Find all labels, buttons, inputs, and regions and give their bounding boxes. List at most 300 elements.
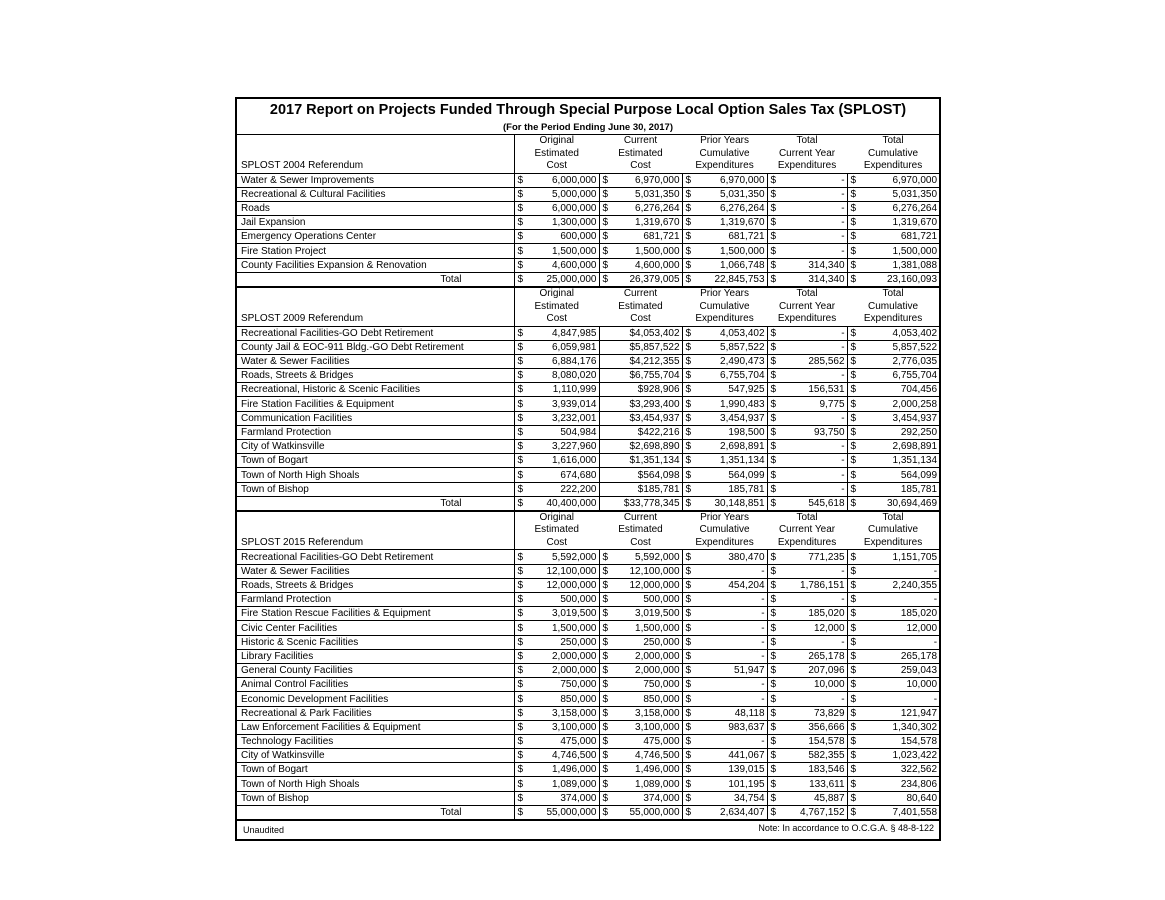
- amount-cell: 6,970,000: [697, 173, 767, 187]
- dollar-sign: $: [682, 201, 697, 215]
- dollar-sign: $: [767, 230, 782, 244]
- dollar-sign: $: [599, 621, 614, 635]
- project-row: [237, 397, 939, 411]
- amount-cell: 1,319,670: [697, 216, 767, 230]
- column-header: Current Year: [778, 300, 836, 312]
- amount-cell: $2,698,890: [614, 440, 682, 454]
- dollar-sign: $: [767, 454, 782, 468]
- dollar-sign: $: [847, 550, 862, 564]
- amount-cell: -: [782, 564, 847, 578]
- dollar-sign: $: [599, 258, 614, 272]
- dollar-sign: $: [847, 482, 862, 496]
- dollar-sign: $: [514, 326, 529, 340]
- dollar-sign: $: [767, 564, 782, 578]
- amount-cell: 500,000: [614, 593, 682, 607]
- project-row: [237, 440, 939, 454]
- amount-cell: 3,454,937: [862, 411, 939, 425]
- dollar-sign: $: [767, 411, 782, 425]
- amount-cell: 10,000: [782, 678, 847, 692]
- column-header: Cost: [599, 537, 682, 550]
- dollar-sign: $: [682, 173, 697, 187]
- dollar-sign: $: [682, 187, 697, 201]
- dollar-sign: $: [847, 805, 862, 820]
- dollar-sign: $: [682, 326, 697, 340]
- amount-cell: 582,355: [782, 749, 847, 763]
- amount-cell: 285,562: [782, 354, 847, 368]
- dollar-sign: [599, 482, 614, 496]
- amount-cell: 600,000: [529, 230, 599, 244]
- dollar-sign: $: [514, 468, 529, 482]
- dollar-sign: $: [682, 564, 697, 578]
- project-name: City of Watkinsville: [237, 749, 514, 763]
- amount-cell: 374,000: [529, 791, 599, 805]
- amount-cell: -: [782, 454, 847, 468]
- dollar-sign: $: [599, 272, 614, 287]
- dollar-sign: $: [767, 663, 782, 677]
- amount-cell: -: [697, 593, 767, 607]
- dollar-sign: $: [847, 411, 862, 425]
- dollar-sign: $: [682, 369, 697, 383]
- project-name: Recreational & Park Facilities: [237, 706, 514, 720]
- section-header-row: [237, 148, 939, 161]
- dollar-sign: $: [682, 805, 697, 820]
- dollar-sign: $: [847, 425, 862, 439]
- dollar-sign: [599, 440, 614, 454]
- ocga-note: Note: In accordance to O.C.G.A. § 48-8-122: [758, 823, 934, 833]
- amount-cell: 4,600,000: [529, 258, 599, 272]
- dollar-sign: $: [767, 244, 782, 258]
- project-row: [237, 621, 939, 635]
- dollar-sign: $: [514, 173, 529, 187]
- dollar-sign: $: [847, 635, 862, 649]
- section-header-row: [237, 524, 939, 537]
- total-amount-cell: 314,340: [782, 272, 847, 287]
- dollar-sign: [599, 354, 614, 368]
- dollar-sign: $: [514, 496, 529, 511]
- amount-cell: 234,806: [862, 777, 939, 791]
- amount-cell: 1,786,151: [782, 578, 847, 592]
- section-title: SPLOST 2004 Referendum: [237, 160, 514, 173]
- amount-cell: 681,721: [697, 230, 767, 244]
- amount-cell: -: [782, 340, 847, 354]
- amount-cell: 185,781: [697, 482, 767, 496]
- project-row: [237, 482, 939, 496]
- amount-cell: 265,178: [782, 649, 847, 663]
- project-row: [237, 763, 939, 777]
- dollar-sign: $: [767, 425, 782, 439]
- total-amount-cell: 55,000,000: [529, 805, 599, 820]
- dollar-sign: $: [767, 201, 782, 215]
- dollar-sign: $: [847, 678, 862, 692]
- total-amount-cell: 26,379,005: [614, 272, 682, 287]
- dollar-sign: $: [514, 244, 529, 258]
- amount-cell: 5,857,522: [697, 340, 767, 354]
- dollar-sign: $: [767, 791, 782, 805]
- project-name: Roads, Streets & Bridges: [237, 578, 514, 592]
- project-name: Historic & Scenic Facilities: [237, 635, 514, 649]
- amount-cell: 48,118: [697, 706, 767, 720]
- project-row: [237, 216, 939, 230]
- amount-cell: -: [697, 692, 767, 706]
- dollar-sign: $: [682, 607, 697, 621]
- amount-cell: 2,240,355: [862, 578, 939, 592]
- project-name: Farmland Protection: [237, 425, 514, 439]
- dollar-sign: $: [514, 454, 529, 468]
- project-name: Civic Center Facilities: [237, 621, 514, 635]
- project-row: [237, 649, 939, 663]
- header-spacer: [237, 148, 514, 161]
- amount-cell: 207,096: [782, 663, 847, 677]
- dollar-sign: $: [599, 173, 614, 187]
- project-name: Fire Station Facilities & Equipment: [237, 397, 514, 411]
- dollar-sign: $: [682, 706, 697, 720]
- dollar-sign: $: [514, 578, 529, 592]
- amount-cell: -: [697, 635, 767, 649]
- dollar-sign: $: [847, 440, 862, 454]
- amount-cell: $564,098: [614, 468, 682, 482]
- amount-cell: 850,000: [614, 692, 682, 706]
- dollar-sign: $: [767, 216, 782, 230]
- dollar-sign: $: [767, 482, 782, 496]
- project-row: [237, 663, 939, 677]
- dollar-sign: $: [514, 805, 529, 820]
- project-name: Town of North High Shoals: [237, 468, 514, 482]
- dollar-sign: [599, 496, 614, 511]
- column-header: Current Year: [778, 524, 836, 536]
- amount-cell: 1,500,000: [614, 244, 682, 258]
- total-amount-cell: 4,767,152: [782, 805, 847, 820]
- dollar-sign: $: [847, 791, 862, 805]
- column-header: Expenditures: [847, 160, 939, 173]
- dollar-sign: $: [599, 805, 614, 820]
- dollar-sign: $: [514, 187, 529, 201]
- project-row: [237, 258, 939, 272]
- header-spacer: [237, 511, 514, 525]
- amount-cell: 4,746,500: [529, 749, 599, 763]
- dollar-sign: $: [847, 607, 862, 621]
- dollar-sign: $: [599, 749, 614, 763]
- dollar-sign: $: [514, 369, 529, 383]
- column-header: Cumulative: [868, 524, 919, 536]
- dollar-sign: $: [847, 564, 862, 578]
- section-header-row: [237, 160, 939, 173]
- dollar-sign: $: [682, 440, 697, 454]
- amount-cell: 5,031,350: [697, 187, 767, 201]
- project-name: Economic Development Facilities: [237, 692, 514, 706]
- column-header: Expenditures: [847, 537, 939, 550]
- project-row: [237, 201, 939, 215]
- project-row: [237, 593, 939, 607]
- dollar-sign: [599, 454, 614, 468]
- dollar-sign: $: [599, 578, 614, 592]
- amount-cell: 12,000,000: [529, 578, 599, 592]
- dollar-sign: $: [682, 692, 697, 706]
- amount-cell: 121,947: [862, 706, 939, 720]
- dollar-sign: $: [514, 763, 529, 777]
- dollar-sign: $: [767, 258, 782, 272]
- amount-cell: 1,990,483: [697, 397, 767, 411]
- column-header: Current: [599, 287, 682, 301]
- amount-cell: $422,216: [614, 425, 682, 439]
- project-name: Town of Bishop: [237, 482, 514, 496]
- amount-cell: -: [782, 593, 847, 607]
- dollar-sign: $: [514, 734, 529, 748]
- amount-cell: 1,351,134: [697, 454, 767, 468]
- amount-cell: 185,781: [862, 482, 939, 496]
- amount-cell: 2,698,891: [697, 440, 767, 454]
- amount-cell: 1,500,000: [529, 621, 599, 635]
- amount-cell: -: [697, 621, 767, 635]
- dollar-sign: $: [682, 763, 697, 777]
- amount-cell: 34,754: [697, 791, 767, 805]
- dollar-sign: $: [514, 749, 529, 763]
- total-amount-cell: 545,618: [782, 496, 847, 511]
- column-header: Estimated: [534, 300, 579, 312]
- section-header-row: [237, 537, 939, 550]
- header-spacer: [237, 301, 514, 314]
- amount-cell: 2,000,000: [529, 663, 599, 677]
- amount-cell: $1,351,134: [614, 454, 682, 468]
- column-header: Expenditures: [767, 537, 847, 550]
- section-total-row: [237, 272, 939, 287]
- column-header: Expenditures: [767, 160, 847, 173]
- column-header: Current: [599, 135, 682, 148]
- amount-cell: 6,059,981: [529, 340, 599, 354]
- dollar-sign: $: [682, 663, 697, 677]
- amount-cell: 2,000,000: [614, 663, 682, 677]
- amount-cell: 564,099: [862, 468, 939, 482]
- total-label: Total: [237, 805, 514, 820]
- amount-cell: 6,970,000: [614, 173, 682, 187]
- amount-cell: 1,151,705: [862, 550, 939, 564]
- amount-cell: -: [782, 201, 847, 215]
- total-label: Total: [237, 496, 514, 511]
- dollar-sign: $: [767, 397, 782, 411]
- dollar-sign: $: [599, 734, 614, 748]
- amount-cell: 475,000: [614, 734, 682, 748]
- dollar-sign: $: [514, 564, 529, 578]
- dollar-sign: $: [847, 734, 862, 748]
- project-row: [237, 635, 939, 649]
- amount-cell: 3,232,001: [529, 411, 599, 425]
- amount-cell: 45,887: [782, 791, 847, 805]
- project-name: Farmland Protection: [237, 593, 514, 607]
- dollar-sign: $: [599, 564, 614, 578]
- dollar-sign: $: [599, 635, 614, 649]
- section-header-row: [237, 301, 939, 314]
- dollar-sign: $: [514, 440, 529, 454]
- report-subtitle: (For the Period Ending June 30, 2017): [503, 122, 673, 133]
- dollar-sign: $: [767, 578, 782, 592]
- amount-cell: 2,000,000: [529, 649, 599, 663]
- amount-cell: 1,300,000: [529, 216, 599, 230]
- project-name: Fire Station Project: [237, 244, 514, 258]
- amount-cell: 674,680: [529, 468, 599, 482]
- section-title: SPLOST 2009 Referendum: [237, 313, 514, 326]
- amount-cell: 1,319,670: [862, 216, 939, 230]
- project-row: [237, 244, 939, 258]
- amount-cell: 504,984: [529, 425, 599, 439]
- amount-cell: 1,500,000: [614, 621, 682, 635]
- dollar-sign: $: [682, 244, 697, 258]
- column-header: Estimated: [534, 147, 579, 159]
- amount-cell: 380,470: [697, 550, 767, 564]
- section-header-row: [237, 511, 939, 525]
- amount-cell: 139,015: [697, 763, 767, 777]
- column-header: Estimated: [618, 147, 663, 159]
- dollar-sign: $: [514, 678, 529, 692]
- amount-cell: 5,000,000: [529, 187, 599, 201]
- project-name: Technology Facilities: [237, 734, 514, 748]
- dollar-sign: $: [767, 383, 782, 397]
- report-footer: [237, 821, 939, 839]
- project-name: Animal Control Facilities: [237, 678, 514, 692]
- dollar-sign: $: [847, 454, 862, 468]
- amount-cell: 185,020: [782, 607, 847, 621]
- dollar-sign: $: [599, 607, 614, 621]
- dollar-sign: $: [847, 692, 862, 706]
- amount-cell: 3,454,937: [697, 411, 767, 425]
- amount-cell: 154,578: [782, 734, 847, 748]
- amount-cell: 12,000: [782, 621, 847, 635]
- dollar-sign: $: [847, 706, 862, 720]
- dollar-sign: $: [514, 482, 529, 496]
- dollar-sign: $: [599, 550, 614, 564]
- dollar-sign: $: [847, 468, 862, 482]
- amount-cell: 5,031,350: [614, 187, 682, 201]
- dollar-sign: $: [514, 706, 529, 720]
- amount-cell: 454,204: [697, 578, 767, 592]
- column-header: Cost: [514, 313, 599, 326]
- project-name: Roads, Streets & Bridges: [237, 369, 514, 383]
- project-name: Library Facilities: [237, 649, 514, 663]
- amount-cell: 1,110,999: [529, 383, 599, 397]
- amount-cell: 156,531: [782, 383, 847, 397]
- project-row: [237, 706, 939, 720]
- project-row: [237, 187, 939, 201]
- dollar-sign: $: [599, 649, 614, 663]
- dollar-sign: $: [514, 791, 529, 805]
- dollar-sign: $: [682, 777, 697, 791]
- total-amount-cell: 25,000,000: [529, 272, 599, 287]
- project-row: [237, 230, 939, 244]
- amount-cell: $5,857,522: [614, 340, 682, 354]
- column-header: Cumulative: [699, 300, 750, 312]
- amount-cell: 441,067: [697, 749, 767, 763]
- amount-cell: 6,000,000: [529, 201, 599, 215]
- amount-cell: $4,053,402: [614, 326, 682, 340]
- dollar-sign: $: [767, 272, 782, 287]
- dollar-sign: $: [682, 468, 697, 482]
- dollar-sign: $: [682, 272, 697, 287]
- dollar-sign: $: [514, 258, 529, 272]
- column-header: Total: [767, 287, 847, 301]
- amount-cell: 93,750: [782, 425, 847, 439]
- total-amount-cell: 40,400,000: [529, 496, 599, 511]
- dollar-sign: $: [514, 720, 529, 734]
- section-header-row: [237, 287, 939, 301]
- dollar-sign: $: [847, 230, 862, 244]
- dollar-sign: $: [767, 621, 782, 635]
- dollar-sign: $: [599, 706, 614, 720]
- total-amount-cell: 7,401,558: [862, 805, 939, 820]
- amount-cell: 750,000: [614, 678, 682, 692]
- dollar-sign: $: [682, 496, 697, 511]
- amount-cell: 6,970,000: [862, 173, 939, 187]
- column-header: Total: [847, 135, 939, 148]
- dollar-sign: $: [682, 397, 697, 411]
- unaudited-note: Unaudited: [243, 825, 285, 835]
- amount-cell: 6,276,264: [614, 201, 682, 215]
- amount-cell: 1,351,134: [862, 454, 939, 468]
- project-row: [237, 354, 939, 368]
- total-amount-cell: 30,148,851: [697, 496, 767, 511]
- amount-cell: 51,947: [697, 663, 767, 677]
- dollar-sign: $: [599, 216, 614, 230]
- dollar-sign: [599, 369, 614, 383]
- project-row: [237, 411, 939, 425]
- amount-cell: $6,755,704: [614, 369, 682, 383]
- column-header: Cost: [599, 313, 682, 326]
- report-title: 2017 Report on Projects Funded Through Special Purpose Local Option Sales Tax (SPLOST): [269, 102, 907, 118]
- amount-cell: -: [697, 734, 767, 748]
- project-name: Law Enforcement Facilities & Equipment: [237, 720, 514, 734]
- amount-cell: 314,340: [782, 258, 847, 272]
- amount-cell: 185,020: [862, 607, 939, 621]
- amount-cell: 250,000: [614, 635, 682, 649]
- dollar-sign: $: [682, 791, 697, 805]
- amount-cell: 475,000: [529, 734, 599, 748]
- project-row: [237, 454, 939, 468]
- project-name: Town of North High Shoals: [237, 777, 514, 791]
- column-header: Cumulative: [868, 300, 919, 312]
- dollar-sign: $: [682, 621, 697, 635]
- amount-cell: 4,053,402: [697, 326, 767, 340]
- project-row: [237, 383, 939, 397]
- amount-cell: 12,100,000: [614, 564, 682, 578]
- column-header: Estimated: [534, 524, 579, 536]
- project-row: [237, 550, 939, 564]
- project-row: [237, 578, 939, 592]
- amount-cell: 3,227,960: [529, 440, 599, 454]
- amount-cell: 12,000,000: [614, 578, 682, 592]
- dollar-sign: $: [847, 496, 862, 511]
- dollar-sign: $: [514, 216, 529, 230]
- amount-cell: -: [862, 593, 939, 607]
- dollar-sign: $: [767, 593, 782, 607]
- dollar-sign: $: [847, 578, 862, 592]
- dollar-sign: $: [847, 326, 862, 340]
- amount-cell: $185,781: [614, 482, 682, 496]
- dollar-sign: $: [767, 607, 782, 621]
- column-header: Original: [514, 511, 599, 525]
- dollar-sign: $: [847, 763, 862, 777]
- dollar-sign: $: [847, 593, 862, 607]
- dollar-sign: $: [847, 272, 862, 287]
- amount-cell: 5,592,000: [614, 550, 682, 564]
- section-title: SPLOST 2015 Referendum: [237, 537, 514, 550]
- amount-cell: 198,500: [697, 425, 767, 439]
- dollar-sign: $: [514, 777, 529, 791]
- amount-cell: 6,276,264: [862, 201, 939, 215]
- project-row: [237, 777, 939, 791]
- dollar-sign: $: [682, 593, 697, 607]
- amount-cell: 1,066,748: [697, 258, 767, 272]
- dollar-sign: [599, 383, 614, 397]
- dollar-sign: $: [847, 649, 862, 663]
- amount-cell: 983,637: [697, 720, 767, 734]
- amount-cell: 183,546: [782, 763, 847, 777]
